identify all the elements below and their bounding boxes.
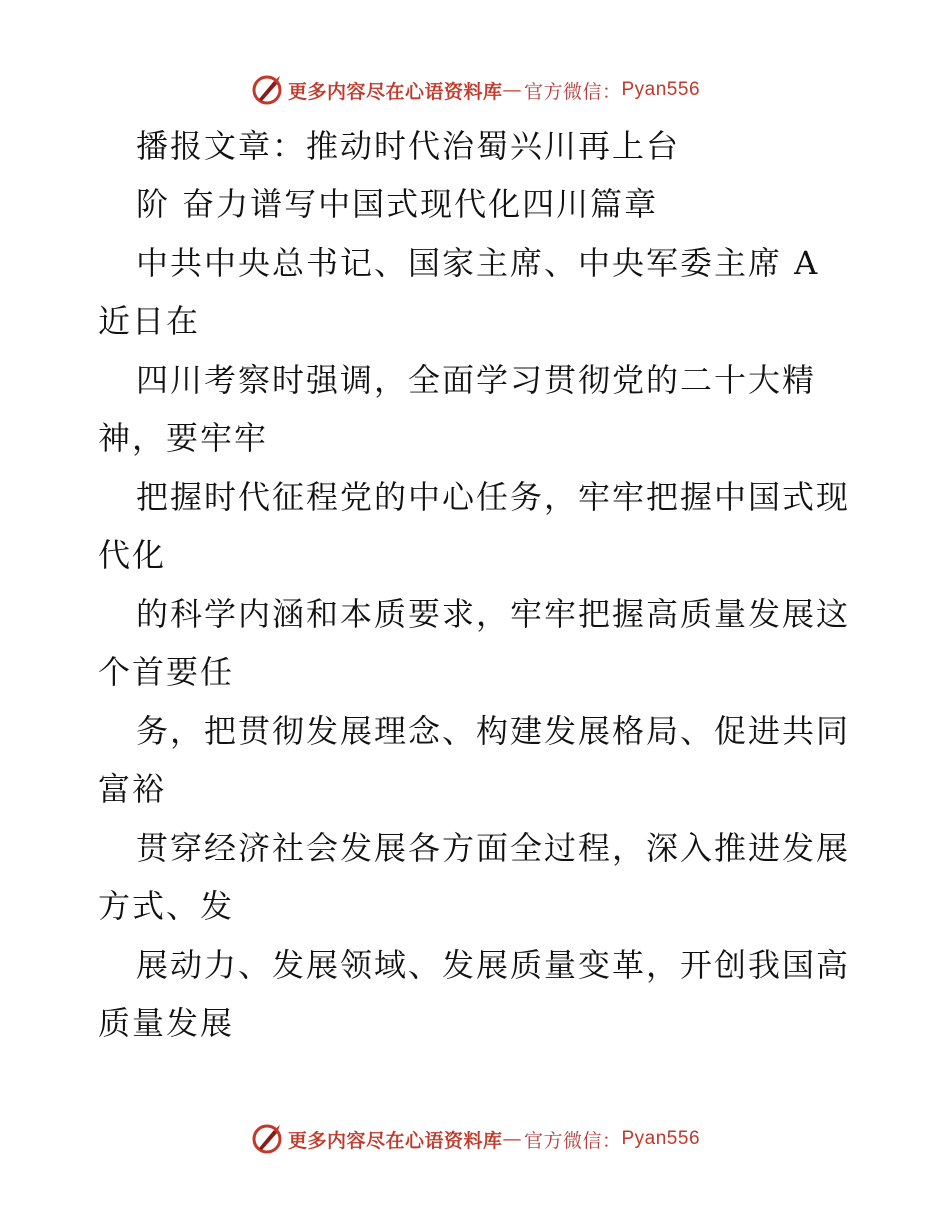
header-separator: — (502, 79, 522, 101)
paragraph-line: 质量发展 (98, 1004, 235, 1042)
footer-banner (0, 1119, 950, 1159)
footer-wechat-id: Pyan556 (621, 1128, 701, 1149)
quill-logo-icon (250, 1122, 284, 1156)
paragraph-line: 代化 (98, 536, 167, 574)
title-line-2: 阶 奋力谱写中国式现代化四川篇章 (136, 185, 659, 223)
paragraph-line: 务，把贯彻发展理念、构建发展格局、促进共同 (136, 712, 851, 750)
paragraph-line: 贯穿经济社会发展各方面全过程，深入推进发展 (136, 829, 851, 867)
footer-wechat-label: 官方微信： (523, 1129, 622, 1152)
header-wechat-id: Pyan556 (621, 79, 701, 100)
paragraph-line: 神，要牢牢 (98, 419, 269, 457)
footer-separator: — (502, 1128, 522, 1150)
paragraph-line: 中共中央总书记、国家主席、中央军委主席 A (136, 244, 820, 282)
paragraph-line: 方式、发 (98, 887, 235, 925)
paragraph-line: 把握时代征程党的中心任务，牢牢把握中国式现 (136, 478, 851, 516)
header-brand-text: 更多内容尽在心语资料库 (287, 80, 503, 103)
header-wechat-label: 官方微信： (523, 80, 622, 103)
quill-logo-icon (250, 73, 284, 107)
paragraph-line: 近日在 (98, 302, 201, 340)
paragraph-line: 富裕 (98, 770, 167, 808)
paragraph-line: 四川考察时强调，全面学习贯彻党的二十大精 (136, 361, 817, 399)
paragraph-line: 的科学内涵和本质要求，牢牢把握高质量发展这 (136, 595, 851, 633)
title-line-1: 播报文章：推动时代治蜀兴川再上台 (136, 127, 681, 165)
paragraph-line: 展动力、发展领域、发展质量变革，开创我国高 (136, 946, 851, 984)
header-banner (0, 70, 950, 110)
paragraph-line: 个首要任 (98, 653, 235, 691)
footer-brand-text: 更多内容尽在心语资料库 (287, 1129, 503, 1152)
